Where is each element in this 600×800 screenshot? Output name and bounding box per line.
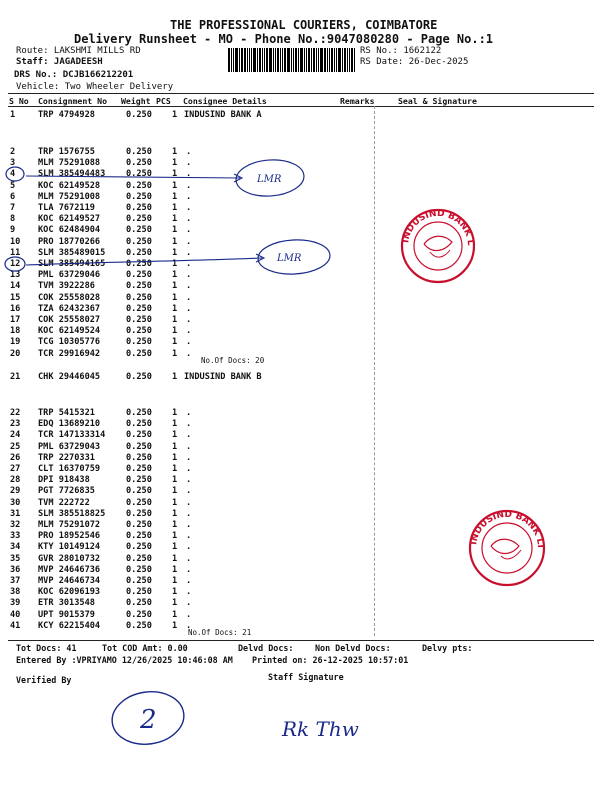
row-weight: 0.250	[126, 542, 152, 553]
row-weight: 0.250	[126, 486, 152, 497]
row-consignee: INDUSIND BANK A	[184, 110, 262, 120]
document-title: THE PROFESSIONAL COURIERS, COIMBATORE	[170, 18, 438, 32]
rs-date: RS Date: 26-Dec-2025	[360, 57, 469, 67]
document-subtitle: Delivery Runsheet - MO - Phone No.:9047080280 - Page No.:1	[74, 32, 494, 46]
row-consignment: TZA 62432367	[38, 303, 101, 314]
row-sno: 5	[10, 180, 16, 191]
delivered-docs: Delvd Docs:	[238, 643, 294, 653]
row-dot: .	[186, 441, 192, 452]
row-weight: 0.250	[126, 315, 152, 325]
row-consignment: CHK 29446045	[38, 372, 101, 382]
row-consignment: EDQ 13689210	[38, 419, 101, 430]
row-consignment: PRO 18770266	[38, 236, 101, 247]
row-dot: .	[186, 430, 192, 441]
row-sno: 29	[10, 486, 21, 497]
row-pcs: 1	[172, 348, 178, 359]
row-pcs: 1	[172, 598, 178, 609]
col-sno: S No	[9, 96, 29, 106]
row-pcs: 1	[172, 191, 178, 202]
row-dot: .	[186, 169, 192, 180]
row-consignment: ETR 3013548	[38, 598, 95, 609]
row-consignment: SLM 385494165	[38, 259, 106, 269]
row-pcs: 1	[172, 270, 178, 281]
row-sno: 38	[10, 587, 21, 598]
row-pcs: 1	[172, 225, 178, 236]
row-weight: 0.250	[126, 587, 152, 598]
row-consignment: KOC 62096193	[38, 587, 101, 598]
row-sno: 9	[10, 225, 16, 236]
row-pcs: 1	[172, 497, 178, 508]
row-weight: 0.250	[126, 147, 152, 157]
row-dot: .	[186, 281, 192, 292]
row-pcs: 1	[172, 203, 178, 213]
docs-count-1: No.Of Docs: 20	[201, 356, 265, 365]
row-weight: 0.250	[126, 348, 152, 359]
row-dot: .	[186, 464, 192, 474]
row-pcs: 1	[172, 576, 178, 586]
row-consignment: KOC 62149528	[38, 180, 101, 191]
row-sno: 17	[10, 315, 21, 325]
row-weight: 0.250	[126, 419, 152, 430]
row-pcs: 1	[172, 180, 178, 191]
row-sno: 41	[10, 620, 21, 631]
row-consignment: KOC 62149527	[38, 214, 101, 225]
row-dot: .	[186, 531, 192, 542]
row-sno: 40	[10, 609, 21, 620]
row-consignment: UPT 9015379	[38, 609, 95, 620]
row-pcs: 1	[172, 620, 178, 631]
row-consignment: PML 63729046	[38, 270, 101, 281]
row-consignment: KOC 62484904	[38, 225, 101, 236]
row-pcs: 1	[172, 531, 178, 542]
row-consignment: KTY 10149124	[38, 542, 101, 553]
row-weight: 0.250	[126, 531, 152, 542]
row-sno: 25	[10, 441, 21, 452]
row-pcs: 1	[172, 303, 178, 314]
vehicle-label: Vehicle: Two Wheeler Delivery	[16, 82, 174, 92]
row-sno: 4	[10, 169, 16, 180]
col-pcs: PCS	[156, 96, 171, 106]
row-weight: 0.250	[126, 303, 152, 314]
row-consignment: TLA 7672119	[38, 203, 95, 213]
row-weight: 0.250	[126, 452, 152, 463]
row-consignment: MVP 24646736	[38, 564, 101, 575]
entered-by: Entered By :VPRIYAMO 12/26/2025 10:46:08 AM	[16, 655, 233, 665]
row-consignment: TCR 29916942	[38, 348, 101, 359]
row-dot: .	[186, 475, 192, 486]
row-consignment: SLM 385494483	[38, 169, 106, 180]
col-consignee: Consignee Details	[183, 96, 267, 106]
row-pcs: 1	[172, 564, 178, 575]
row-dot: .	[186, 270, 192, 281]
verified-number-mark: 2	[140, 705, 157, 735]
row-sno: 13	[10, 270, 21, 281]
row-sno: 10	[10, 236, 21, 247]
row-consignment: DPI 918438	[38, 475, 90, 486]
row-sno: 31	[10, 508, 21, 519]
row-weight: 0.250	[126, 337, 152, 348]
row-consignment: MVP 24646734	[38, 576, 101, 586]
row-weight: 0.250	[126, 508, 152, 519]
col-remarks: Remarks	[340, 96, 375, 106]
row-sno: 26	[10, 452, 21, 463]
row-sno: 3	[10, 158, 16, 169]
row-sno: 1	[10, 110, 16, 120]
lmr-note-2: LMR	[277, 253, 302, 264]
row-sno: 24	[10, 430, 21, 441]
row-weight: 0.250	[126, 110, 152, 120]
row-sno: 28	[10, 475, 21, 486]
row-dot: .	[186, 508, 192, 519]
row-dot: .	[186, 598, 192, 609]
row-dot: .	[186, 486, 192, 497]
row-sno: 2	[10, 147, 16, 157]
row-consignment: SLM 385518825	[38, 508, 106, 519]
row-consignment: KOC 62149524	[38, 326, 101, 337]
row-pcs: 1	[172, 520, 178, 530]
row-weight: 0.250	[126, 225, 152, 236]
row-weight: 0.250	[126, 464, 152, 474]
row-dot: .	[186, 337, 192, 348]
row-dot: .	[186, 158, 192, 169]
row-sno: 22	[10, 408, 21, 418]
row-dot: .	[186, 587, 192, 598]
row-dot: .	[186, 326, 192, 337]
stamp-1-text: INDUSIND BANK LTD	[401, 208, 475, 249]
row-weight: 0.250	[126, 620, 152, 631]
row-weight: 0.250	[126, 576, 152, 586]
row-pcs: 1	[172, 464, 178, 474]
row-weight: 0.250	[126, 564, 152, 575]
row-pcs: 1	[172, 452, 178, 463]
row-consignment: CLT 16370759	[38, 464, 101, 474]
row-weight: 0.250	[126, 292, 152, 303]
row-dot: .	[186, 214, 192, 225]
row-dot: .	[186, 225, 192, 236]
delivery-points: Delvy pts:	[422, 643, 473, 653]
row-sno: 7	[10, 203, 16, 213]
row-consignment: GVR 28010732	[38, 553, 101, 564]
row-pcs: 1	[172, 609, 178, 620]
row-dot: .	[186, 609, 192, 620]
row-weight: 0.250	[126, 497, 152, 508]
row-weight: 0.250	[126, 270, 152, 281]
rs-number: RS No.: 1662122	[360, 46, 442, 56]
total-docs: Tot Docs: 41	[16, 643, 77, 653]
bank-stamp-2	[469, 510, 545, 585]
row-dot: .	[186, 408, 192, 418]
row-pcs: 1	[172, 408, 178, 418]
row-weight: 0.250	[126, 191, 152, 202]
row-pcs: 1	[172, 419, 178, 430]
row-dot: .	[186, 542, 192, 553]
row-pcs: 1	[172, 315, 178, 325]
row-dot: .	[186, 303, 192, 314]
row-sno: 34	[10, 542, 21, 553]
route-label: Route: LAKSHMI MILLS RD	[16, 46, 141, 56]
row-sno: 30	[10, 497, 21, 508]
row-pcs: 1	[172, 169, 178, 180]
row-weight: 0.250	[126, 441, 152, 452]
row-consignment: PRO 18952546	[38, 531, 101, 542]
bank-stamp-1	[401, 209, 475, 282]
row-sno: 14	[10, 281, 21, 292]
row-weight: 0.250	[126, 247, 152, 258]
row-sno: 20	[10, 348, 21, 359]
drs-label: DRS No.: DCJB166212201	[14, 70, 134, 80]
row-weight: 0.250	[126, 236, 152, 247]
row-dot: .	[186, 259, 192, 269]
row-consignment: TRP 1576755	[38, 147, 95, 157]
row-dot: .	[186, 520, 192, 530]
row-pcs: 1	[172, 587, 178, 598]
row-sno: 36	[10, 564, 21, 575]
docs-count-2: No.Of Docs: 21	[188, 628, 252, 637]
row-pcs: 1	[172, 486, 178, 497]
row-weight: 0.250	[126, 598, 152, 609]
row-weight: 0.250	[126, 520, 152, 530]
svg-text:INDUSIND BANK LTD	[469, 510, 545, 551]
row-pcs: 1	[172, 508, 178, 519]
row-pcs: 1	[172, 542, 178, 553]
row-dot: .	[186, 191, 192, 202]
svg-text:INDUSIND BANK LTD	[401, 209, 475, 249]
row-pcs: 1	[172, 326, 178, 337]
row-pcs: 1	[172, 372, 178, 382]
row-consignee: INDUSIND BANK B	[184, 372, 262, 382]
row-pcs: 1	[172, 147, 178, 157]
row-weight: 0.250	[126, 609, 152, 620]
row-consignment: COK 25558028	[38, 292, 101, 303]
row-consignment: TVM 3922286	[38, 281, 95, 292]
row-sno: 33	[10, 531, 21, 542]
row-sno: 21	[10, 372, 21, 382]
row-consignment: TVM 222722	[38, 497, 90, 508]
stamp-2-text: INDUSIND BANK LTD	[469, 509, 546, 551]
row-sno: 23	[10, 419, 21, 430]
row-sno: 12	[10, 259, 21, 269]
row-dot: .	[186, 419, 192, 430]
row-sno: 35	[10, 553, 21, 564]
arrow-row12	[26, 258, 262, 265]
row-pcs: 1	[172, 337, 178, 348]
staff-signature-mark: Rk Thw	[282, 717, 359, 741]
row-weight: 0.250	[126, 372, 152, 382]
row-dot: .	[186, 497, 192, 508]
row-weight: 0.250	[126, 203, 152, 213]
row-sno: 6	[10, 191, 16, 202]
row-consignment: TCG 10305776	[38, 337, 101, 348]
row-consignment: TRP 4794928	[38, 110, 95, 120]
row-consignment: TRP 2270331	[38, 452, 95, 463]
row-sno: 19	[10, 337, 21, 348]
row-weight: 0.250	[126, 475, 152, 486]
arrow-row4	[26, 176, 240, 178]
row-sno: 8	[10, 214, 16, 225]
row-consignment: COK 25558027	[38, 315, 101, 325]
col-seal-signature: Seal & Signature	[398, 96, 477, 106]
row-consignment: TRP 5415321	[38, 408, 95, 418]
row-dot: .	[186, 236, 192, 247]
row-dot: .	[186, 553, 192, 564]
row-consignment: MLM 75291072	[38, 520, 101, 530]
printed-on: Printed on: 26-12-2025 10:57:01	[252, 655, 409, 665]
row-weight: 0.250	[126, 326, 152, 337]
row-dot: .	[186, 564, 192, 575]
row-pcs: 1	[172, 475, 178, 486]
staff-signature-label: Staff Signature	[268, 672, 344, 682]
row-consignment: SLM 385489015	[38, 247, 106, 258]
row-consignment: KCY 62215404	[38, 620, 101, 631]
row-sno: 18	[10, 326, 21, 337]
row-pcs: 1	[172, 214, 178, 225]
col-consignment: Consignment No	[38, 96, 108, 106]
row-weight: 0.250	[126, 158, 152, 169]
row-weight: 0.250	[126, 259, 152, 269]
row-dot: .	[186, 452, 192, 463]
row-pcs: 1	[172, 292, 178, 303]
row-dot: .	[186, 203, 192, 213]
row-pcs: 1	[172, 553, 178, 564]
row-consignment: PGT 7726835	[38, 486, 95, 497]
row-consignment: MLM 75291088	[38, 158, 101, 169]
col-weight: Weight	[121, 96, 151, 106]
row-dot: .	[186, 576, 192, 586]
row-dot: .	[186, 315, 192, 325]
row-dot: .	[186, 247, 192, 258]
row-sno: 11	[10, 247, 21, 258]
row-weight: 0.250	[126, 214, 152, 225]
row-pcs: 1	[172, 281, 178, 292]
row-consignment: MLM 75291008	[38, 191, 101, 202]
row-sno: 32	[10, 520, 21, 530]
total-cod: Tot COD Amt: 0.00	[102, 643, 188, 653]
row-dot: .	[186, 620, 192, 631]
row-pcs: 1	[172, 236, 178, 247]
row-weight: 0.250	[126, 281, 152, 292]
row-dot: .	[186, 180, 192, 191]
row-sno: 39	[10, 598, 21, 609]
row-pcs: 1	[172, 247, 178, 258]
non-delivered-docs: Non Delvd Docs:	[315, 643, 391, 653]
row-dot: .	[186, 348, 192, 359]
row-pcs: 1	[172, 259, 178, 269]
row-weight: 0.250	[126, 408, 152, 418]
row-sno: 27	[10, 464, 21, 474]
circle-mark-row4	[6, 167, 24, 181]
row-pcs: 1	[172, 110, 178, 120]
row-consignment: PML 63729043	[38, 441, 101, 452]
row-sno: 16	[10, 303, 21, 314]
row-dot: .	[186, 147, 192, 157]
circle-mark-row12	[5, 257, 25, 271]
row-dot: .	[186, 292, 192, 303]
row-weight: 0.250	[126, 180, 152, 191]
row-weight: 0.250	[126, 553, 152, 564]
row-consignment: TCR 147133314	[38, 430, 106, 441]
row-pcs: 1	[172, 158, 178, 169]
lmr-note-1: LMR	[257, 174, 282, 185]
row-pcs: 1	[172, 441, 178, 452]
row-sno: 15	[10, 292, 21, 303]
row-sno: 37	[10, 576, 21, 586]
row-weight: 0.250	[126, 430, 152, 441]
row-pcs: 1	[172, 430, 178, 441]
row-weight: 0.250	[126, 169, 152, 180]
staff-label: Staff: JAGADEESH	[16, 57, 103, 67]
verified-by-label: Verified By	[16, 675, 72, 685]
